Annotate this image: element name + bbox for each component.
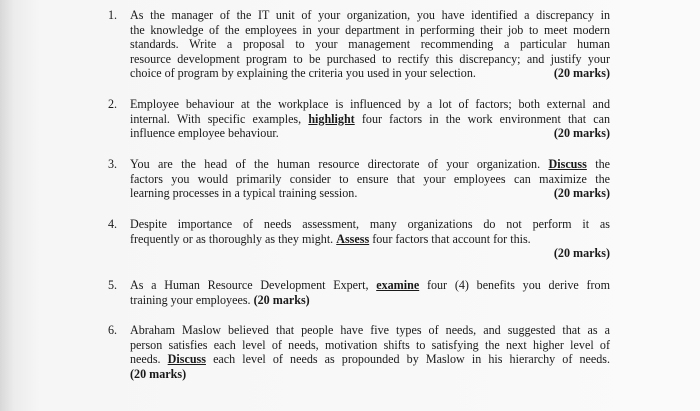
text-fragment: four factors in the work environment that can xyxy=(361,111,611,126)
text-line xyxy=(130,126,610,141)
text-line-end: choice of program by explaining the criteria you used in your selection. xyxy=(130,66,476,81)
keyword-discuss: Discuss xyxy=(167,352,206,367)
keyword-assess: Assess xyxy=(336,231,370,246)
text-fragment: training your employees. xyxy=(130,292,251,307)
text-line: the knowledge of the employees in your department in performing their job to meet modern xyxy=(130,22,610,37)
question-text xyxy=(130,278,610,307)
question-6 xyxy=(108,323,610,381)
text-fragment: four (4) benefits you derive from xyxy=(426,278,610,292)
keyword-highlight: highlight xyxy=(308,111,355,126)
question-4 xyxy=(108,217,610,261)
marks-label: (20 marks) xyxy=(553,246,610,261)
text-line xyxy=(130,293,610,308)
text-line: Employee behaviour at the workplace is influenced by a lot of factors; both external and xyxy=(130,97,610,111)
text-line: person satisfies each level of needs, motivation shifts to satisfying the next higher level of xyxy=(130,337,610,352)
text-line: Despite importance of needs assessment, many organizations do not perform it as xyxy=(130,217,610,231)
question-number: 4. xyxy=(108,217,118,231)
question-5 xyxy=(108,278,610,307)
marks-label: (20 marks) xyxy=(553,126,610,141)
question-number: 6. xyxy=(108,323,118,337)
marks-label: (20 marks) xyxy=(130,366,187,381)
text-fragment: As a Human Resource Development Expert, xyxy=(130,278,369,292)
question-2 xyxy=(108,97,610,141)
text-line xyxy=(130,352,610,367)
text-line xyxy=(130,112,610,127)
text-line xyxy=(130,186,610,201)
question-text xyxy=(130,8,610,81)
question-text xyxy=(130,217,610,261)
text-line-end: influence employee behaviour. xyxy=(130,126,279,141)
text-line xyxy=(130,66,610,81)
text-line: factors you would primarily consider to ensure that your employees can maximize the xyxy=(130,171,610,186)
text-fragment: You are the head of the human resource directorate of your organization. xyxy=(130,157,541,171)
question-number: 1. xyxy=(108,8,118,22)
text-line: As the manager of the IT unit of your organization, you have identified a discrepancy in xyxy=(130,8,610,22)
keyword-examine: examine xyxy=(376,278,420,292)
text-fragment: internal. With specific examples, xyxy=(130,111,302,126)
question-3 xyxy=(108,157,610,201)
question-text xyxy=(130,97,610,141)
text-line: standards. Write a proposal to your management recommending a particular human xyxy=(130,37,610,52)
keyword-discuss: Discuss xyxy=(548,157,587,171)
text-fragment: four factors that account for this. xyxy=(372,231,531,246)
question-number: 5. xyxy=(108,278,118,292)
text-line xyxy=(130,157,610,172)
marks-label: (20 marks) xyxy=(553,66,610,81)
question-text xyxy=(130,157,610,201)
text-fragment: needs. xyxy=(130,352,161,367)
text-line: resource development program to be purchased to rectify this discrepancy; and justify your xyxy=(130,51,610,66)
question-1 xyxy=(108,8,610,81)
text-line xyxy=(130,232,610,247)
marks-label: (20 marks) xyxy=(553,186,610,201)
question-text xyxy=(130,323,610,381)
question-number: 2. xyxy=(108,97,118,111)
text-line: Abraham Maslow believed that people have five types of needs, and suggested that as a xyxy=(130,323,610,337)
text-fragment: the xyxy=(595,157,610,171)
text-fragment: each level of needs as propounded by Maslow in his hierarchy of needs. xyxy=(213,352,611,367)
text-fragment: frequently or as thoroughly as they might. xyxy=(130,231,334,246)
question-number: 3. xyxy=(108,157,118,171)
text-line-end: learning processes in a typical training session. xyxy=(130,186,358,201)
marks-label: (20 marks) xyxy=(253,292,310,307)
text-line xyxy=(130,278,610,293)
